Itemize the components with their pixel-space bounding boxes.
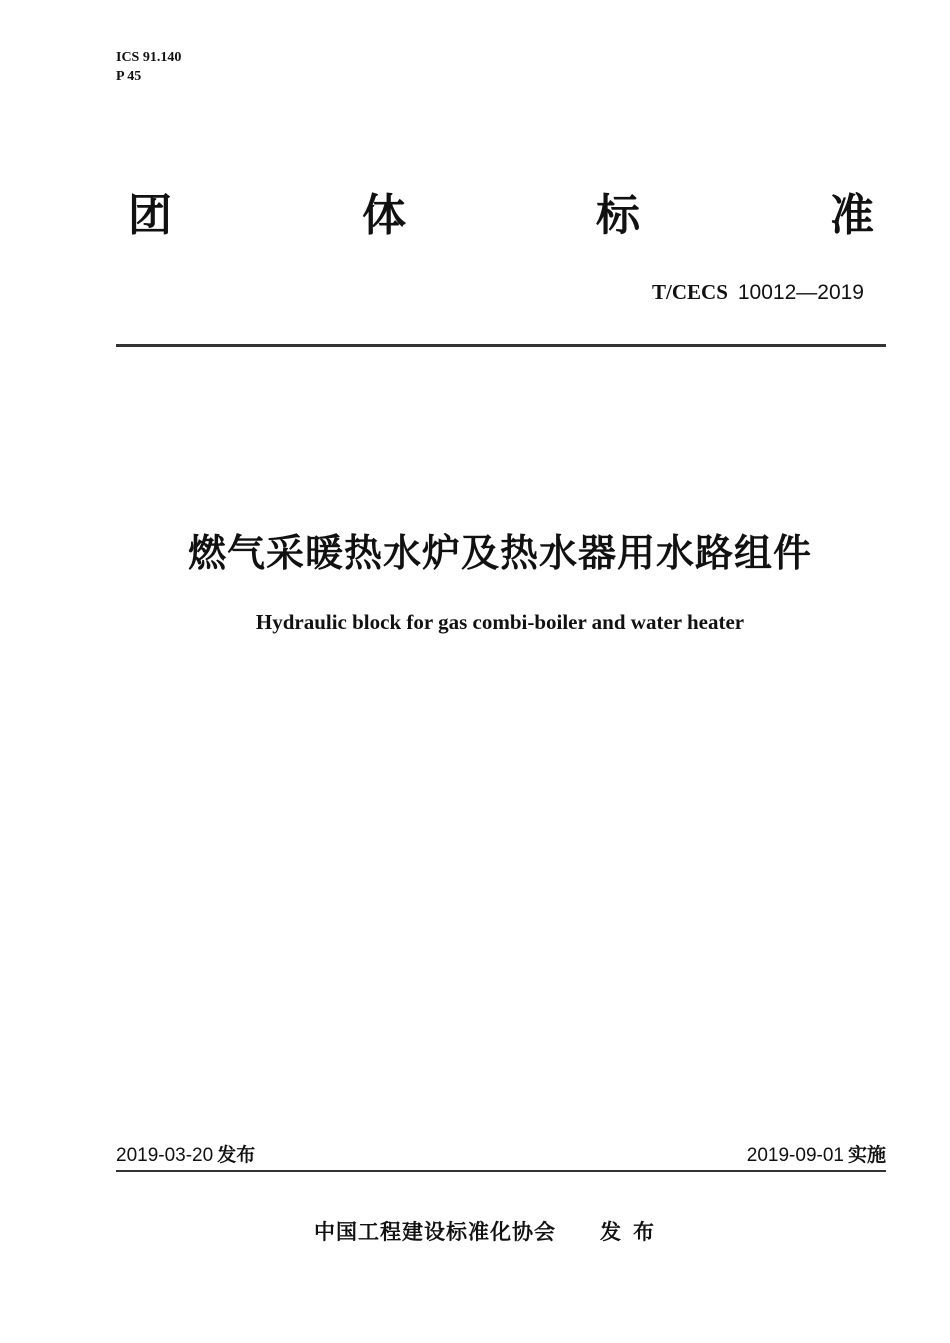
bottom-divider [116, 1170, 886, 1172]
standard-number [652, 280, 864, 305]
top-divider [116, 344, 886, 347]
implement-date-block [747, 1140, 886, 1167]
implement-label: 实施 [847, 1144, 886, 1166]
standard-number-prefix: T/CECS [652, 280, 728, 304]
issuer-organization: 中国工程建设标准化协会 [314, 1220, 556, 1244]
classification-codes [116, 48, 181, 86]
standard-type-char: 体 [362, 190, 406, 241]
title-chinese: 燃气采暖热水炉及热水器用水路组件 [187, 531, 812, 575]
title-english: Hydraulic block for gas combi-boiler and water heater [255, 610, 745, 634]
standard-type-char: 标 [596, 190, 640, 241]
issue-date: 2019-03-20 [116, 1145, 214, 1166]
issue-date-block [116, 1140, 255, 1167]
standard-type-heading [128, 186, 874, 246]
issuer-line [314, 1216, 666, 1246]
implement-date: 2019-09-01 [746, 1145, 844, 1166]
date-row [116, 1140, 886, 1168]
standard-type-char: 准 [830, 190, 874, 241]
issue-label: 发布 [217, 1144, 256, 1166]
issuer-action: 发布 [600, 1220, 666, 1244]
standard-type-char: 团 [128, 190, 172, 241]
standard-number-value: 10012—2019 [737, 281, 864, 304]
ics-code: ICS 91.140 [116, 50, 182, 65]
ccs-code: P 45 [116, 69, 142, 84]
